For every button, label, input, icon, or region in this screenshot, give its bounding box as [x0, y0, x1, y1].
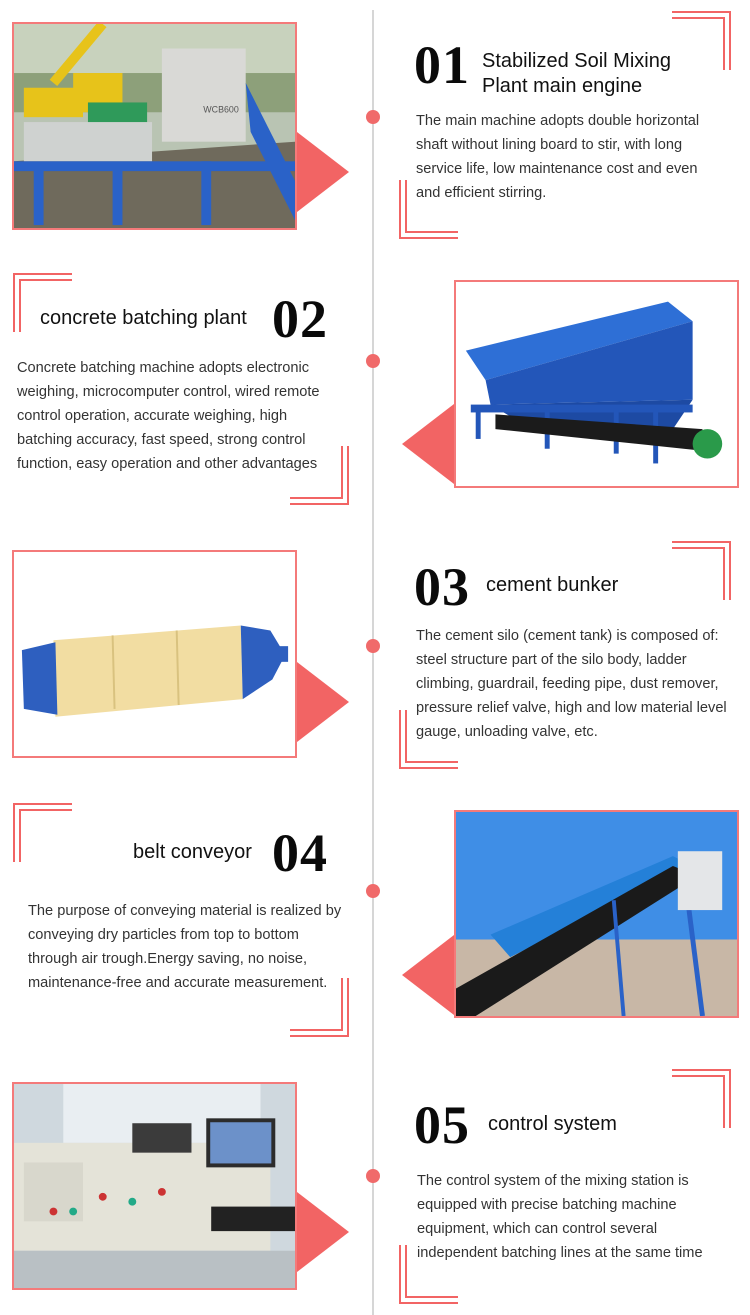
item-description-4: The purpose of conveying material is realized by conveying dry particles from top to bottom through air trough.Energy saving, no noise, maintenance-free and accurate measurement. [28, 903, 342, 991]
item-description-1: The main machine adopts double horizontal shaft without lining board to stir, with long service life, low maintenance cost and even and efficient stirring. [416, 113, 700, 201]
photo-belt-conveyor [454, 810, 739, 1018]
corner-bracket-bl-3 [398, 710, 458, 770]
item-title-2: concrete batching plant [40, 307, 247, 329]
item-number-3: 03 [414, 557, 470, 617]
item-number-4: 04 [272, 823, 328, 883]
timeline-line [372, 10, 374, 1315]
item-number-2: 02 [272, 289, 328, 349]
corner-bracket-br-4 [290, 978, 350, 1038]
pointer-arrow-5 [297, 1192, 349, 1272]
pointer-arrow-2 [402, 404, 454, 484]
timeline-dot-3 [366, 639, 380, 653]
pointer-arrow-3 [297, 662, 349, 742]
corner-bracket-tr-5 [672, 1068, 732, 1128]
pointer-arrow-1 [297, 132, 349, 212]
item-number-5: 05 [414, 1095, 470, 1155]
corner-bracket-br-2 [290, 446, 350, 506]
photo-main-engine [12, 22, 297, 230]
corner-bracket-bl-5 [398, 1245, 458, 1305]
corner-bracket-tr-3 [672, 540, 732, 600]
item-title-1: Stabilized Soil Mixing Plant main engine [482, 50, 671, 97]
corner-bracket-tl-2 [12, 272, 72, 332]
item-number-1: 01 [414, 35, 470, 95]
corner-bracket-bl-1 [398, 180, 458, 240]
item-title-4: belt conveyor [133, 841, 252, 863]
item-title-3: cement bunker [486, 574, 619, 596]
corner-bracket-tl-4 [12, 802, 72, 862]
item-description-5: The control system of the mixing station is equipped with precise batching machine equipment, which can control several independent batching lines at the same time [417, 1173, 703, 1261]
timeline-dot-5 [366, 1169, 380, 1183]
timeline-dot-4 [366, 884, 380, 898]
photo-cement-bunker [12, 550, 297, 758]
photo-control-system [12, 1082, 297, 1290]
timeline-dot-1 [366, 110, 380, 124]
image-machine-label: WCB600 [203, 104, 239, 115]
timeline-dot-2 [366, 354, 380, 368]
pointer-arrow-4 [402, 935, 454, 1015]
photo-batching-plant [454, 280, 739, 488]
item-description-2: Concrete batching machine adopts electronic weighing, microcomputer control, wired remote control operation, accurate weighing, high batching accuracy, fast speed, strong control function, easy operation and other advantages [17, 360, 320, 472]
item-description-3: The cement silo (cement tank) is composed of: steel structure part of the silo body, ladder climbing, guardrail, feeding pipe, dust remover, pressure relief valve, high and low material level gauge, unloading valve, etc. [416, 628, 727, 740]
item-title-5: control system [488, 1113, 617, 1135]
corner-bracket-tr-1 [672, 10, 732, 70]
